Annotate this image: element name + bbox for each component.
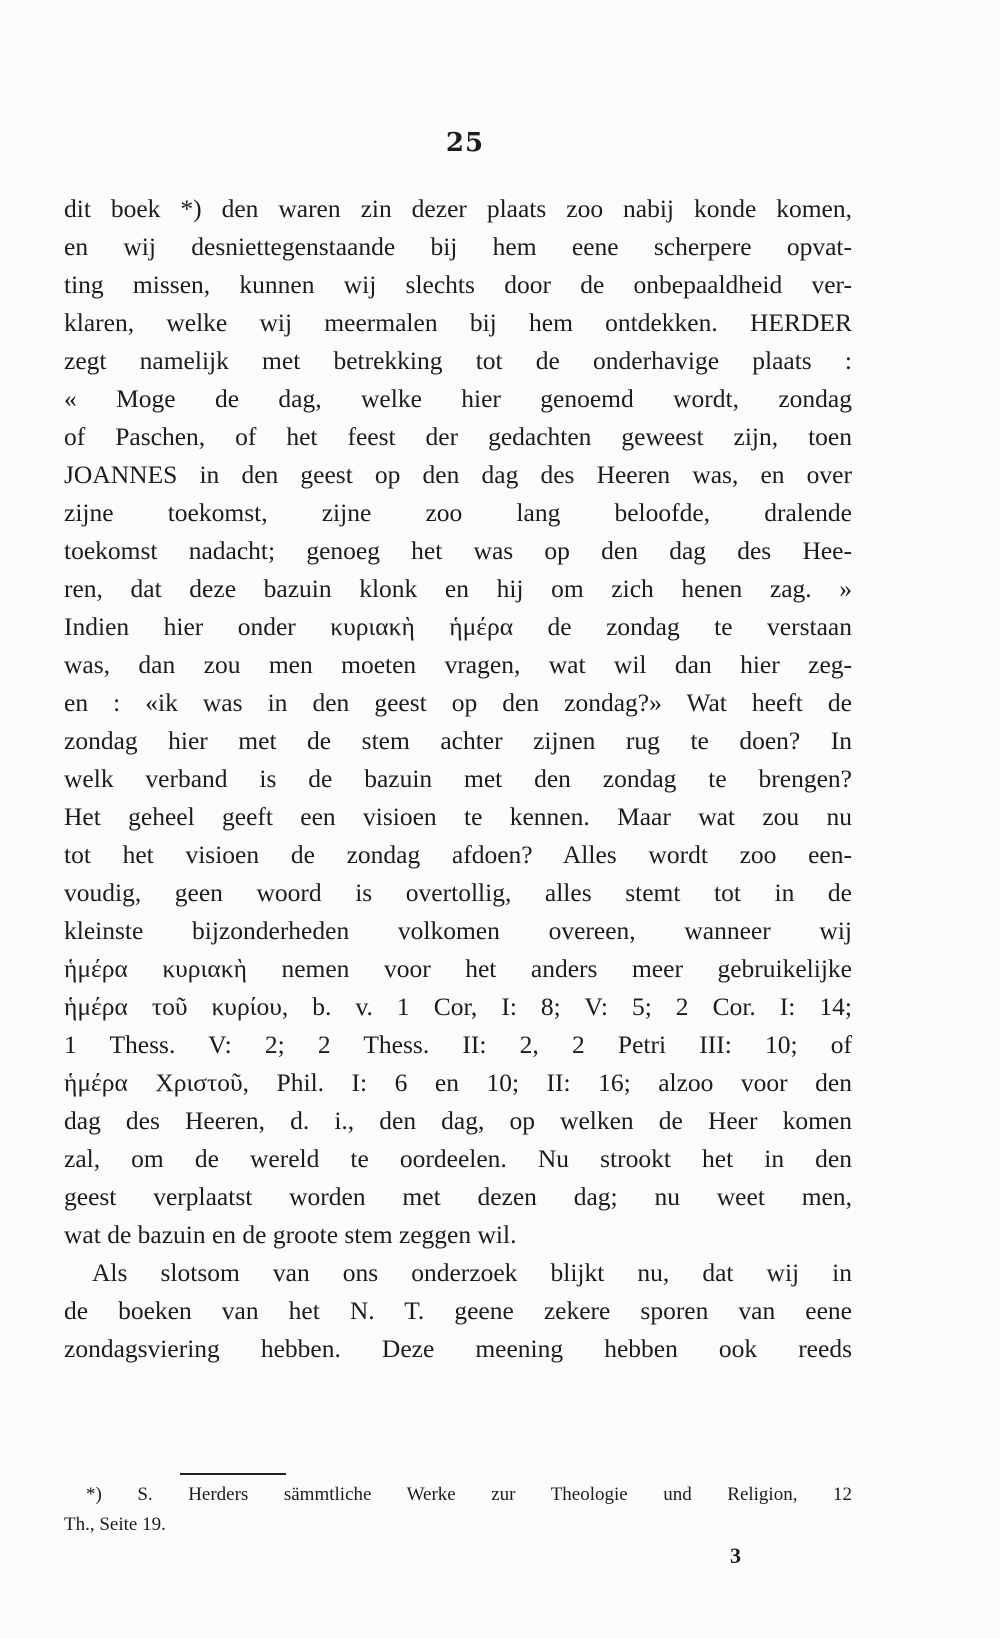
text-line: 1 Thess. V: 2; 2 Thess. II: 2, 2 Petri III: 10; of	[64, 1030, 852, 1059]
text-line: de boeken van het N. T. geene zekere sporen van eene	[64, 1296, 852, 1325]
text-line: JOANNES in den geest op den dag des Heeren was, en over	[64, 460, 852, 489]
text-line: Het geheel geeft een visioen te kennen. Maar wat zou nu	[64, 802, 852, 831]
signature-mark: 3	[730, 1543, 741, 1568]
text-line: was, dan zou men moeten vragen, wat wil dan hier zeg-	[64, 650, 852, 679]
text-line: toekomst nadacht; genoeg het was op den dag des Hee-	[64, 536, 852, 565]
footnote-divider	[180, 1473, 286, 1475]
text-line: ren, dat deze bazuin klonk en hij om zich henen zag. »	[64, 574, 852, 603]
text-line: ἡμέρα κυριακὴ nemen voor het anders meer gebruikelijke	[64, 954, 852, 983]
text-line: welk verband is de bazuin met den zondag te brengen?	[64, 764, 852, 793]
text-line: kleinste bijzonderheden volkomen overeen, wanneer wij	[64, 916, 852, 945]
text-line: « Moge de dag, welke hier genoemd wordt, zondag	[64, 384, 852, 413]
text-line: zondagsviering hebben. Deze meening hebben ook reeds	[64, 1334, 852, 1363]
footnote-line: Th., Seite 19.	[64, 1514, 166, 1535]
text-line: en wij desniettegenstaande bij hem eene scherpere opvat-	[64, 232, 852, 261]
text-line: Indien hier onder κυριακὴ ἡμέρα de zondag te verstaan	[64, 612, 852, 641]
text-line: zegt namelijk met betrekking tot de onderhavige plaats :	[64, 346, 852, 375]
footnote	[64, 1480, 852, 1540]
body-text	[64, 190, 852, 1368]
text-line: dit boek *) den waren zin dezer plaats zoo nabij konde komen,	[64, 194, 852, 223]
text-line: en : «ik was in den geest op den zondag?» Wat heeft de	[64, 688, 852, 717]
text-line: of Paschen, of het feest der gedachten geweest zijn, toen	[64, 422, 852, 451]
footnote-line: *) S. Herders sämmtliche Werke zur Theologie und Religion, 12	[86, 1484, 852, 1505]
paragraph-start-line: Als slotsom van ons onderzoek blijkt nu, dat wij in	[92, 1258, 852, 1287]
text-line: ἡμέρα τοῦ κυρίου, b. v. 1 Cor, I: 8; V: 5; 2 Cor. I: 14;	[64, 992, 852, 1021]
text-line: zal, om de wereld te oordeelen. Nu strookt het in den	[64, 1144, 852, 1173]
text-line: tot het visioen de zondag afdoen? Alles wordt zoo een-	[64, 840, 852, 869]
text-line: klaren, welke wij meermalen bij hem ontdekken. HERDER	[64, 308, 852, 337]
text-line: zijne toekomst, zijne zoo lang beloofde, dralende	[64, 498, 852, 527]
text-line: ἡμέρα Χριστοῦ, Phil. I: 6 en 10; II: 16; alzoo voor den	[64, 1068, 852, 1097]
text-line: ting missen, kunnen wij slechts door de onbepaaldheid ver-	[64, 270, 852, 299]
text-line: dag des Heeren, d. i., den dag, op welken de Heer komen	[64, 1106, 852, 1135]
text-line: wat de bazuin en de groote stem zeggen wil.	[64, 1220, 517, 1249]
text-line: geest verplaatst worden met dezen dag; nu weet men,	[64, 1182, 852, 1211]
page-number: 25	[445, 128, 485, 158]
text-line: voudig, geen woord is overtollig, alles stemt tot in de	[64, 878, 852, 907]
text-line: zondag hier met de stem achter zijnen rug te doen? In	[64, 726, 852, 755]
